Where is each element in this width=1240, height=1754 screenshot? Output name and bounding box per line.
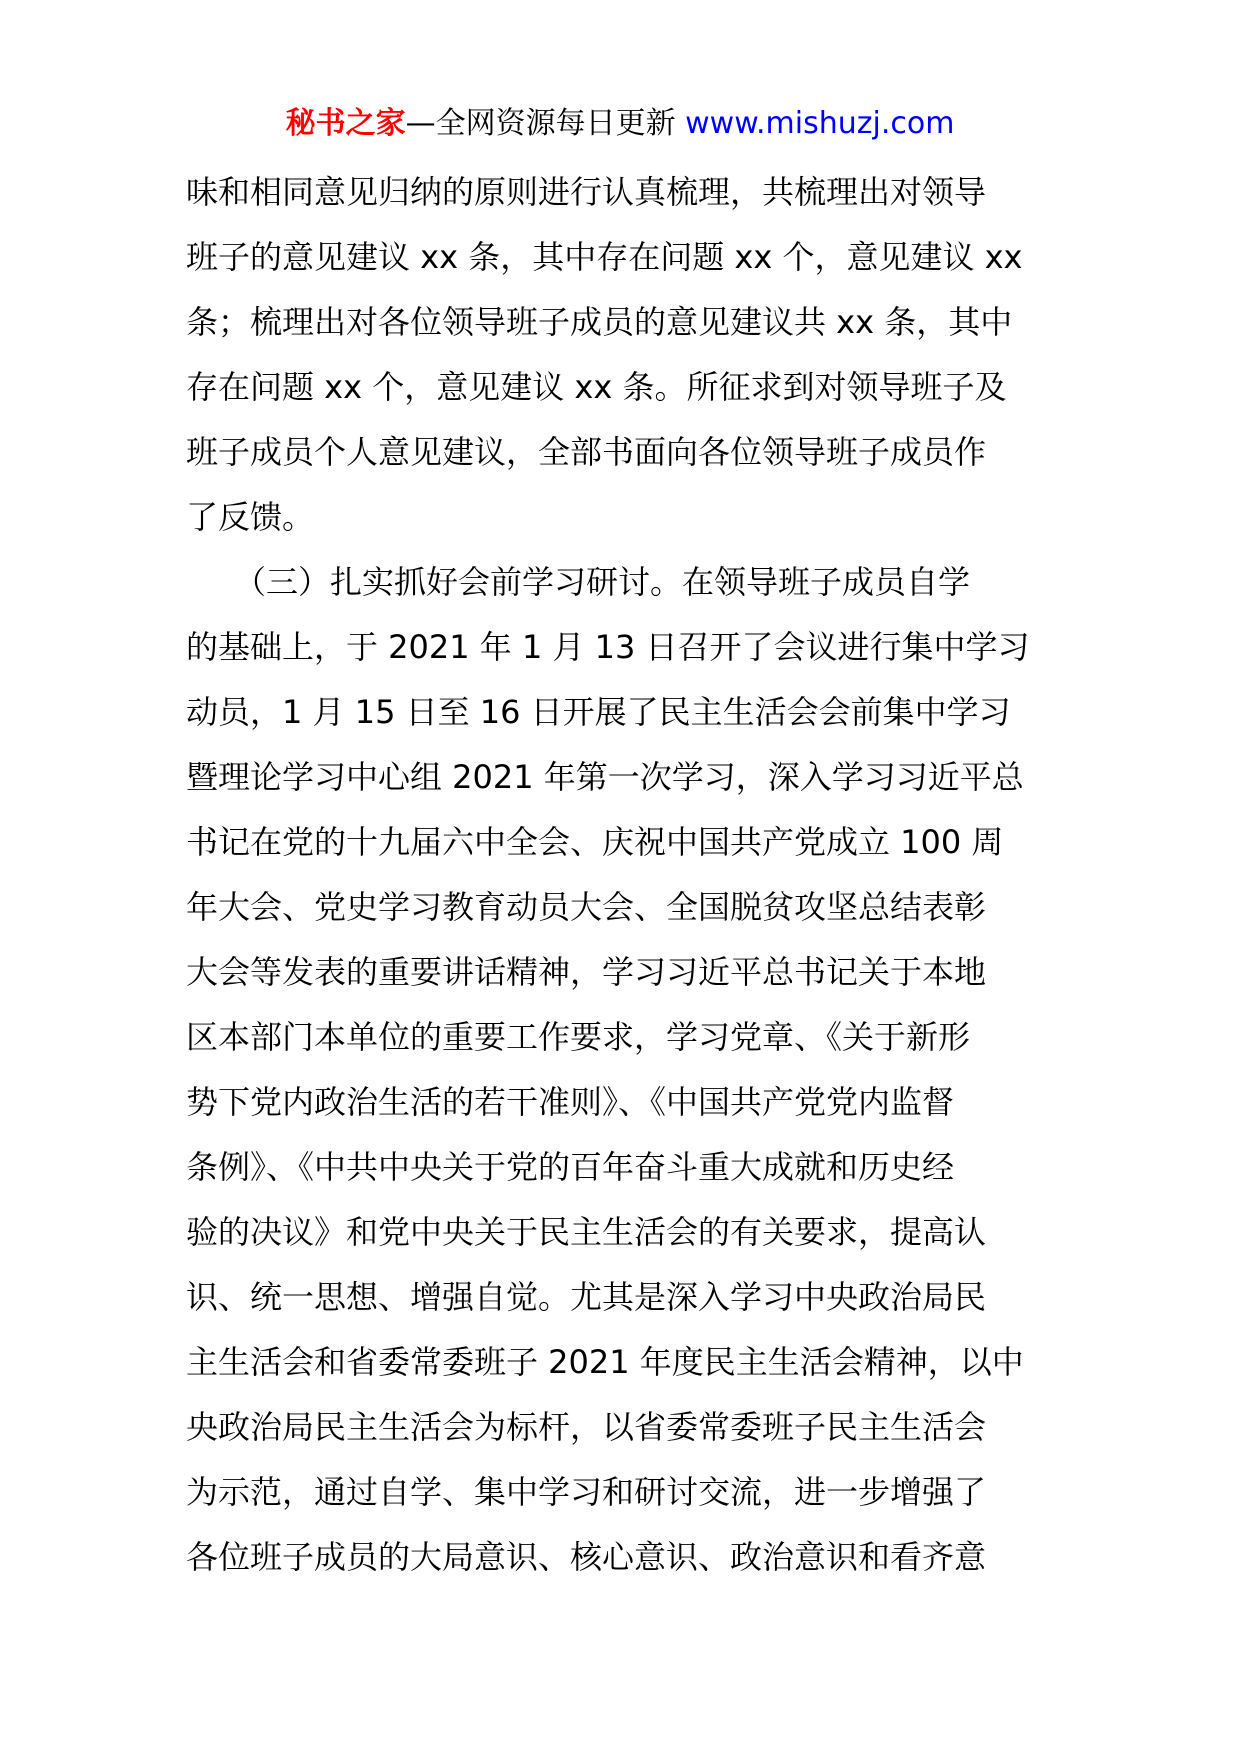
body-line: 味和相同意见归纳的原则进行认真梳理，共梳理出对领导 [186, 173, 987, 211]
body-line: 识、统一思想、增强自觉。尤其是深入学习中央政治局民 [186, 1278, 987, 1316]
body-line: 存在问题 xx 个，意见建议 xx 条。所征求到对领导班子及 [186, 368, 1007, 406]
body-line: 大会等发表的重要讲话精神，学习习近平总书记关于本地 [186, 953, 987, 991]
document-body [186, 160, 1056, 1590]
body-line: 动员，1 月 15 日至 16 日开展了民主生活会会前集中学习 [186, 693, 1011, 731]
site-brand: 秘书之家 [285, 106, 406, 141]
body-line: 为示范，通过自学、集中学习和研讨交流，进一步增强了 [186, 1473, 987, 1511]
body-line: 央政治局民主生活会为标杆，以省委常委班子民主生活会 [186, 1408, 987, 1446]
site-tagline: —全网资源每日更新 [405, 106, 686, 141]
body-line: 条例》、《中共中央关于党的百年奋斗重大成就和历史经 [186, 1148, 955, 1186]
body-line: 暨理论学习中心组 2021 年第一次学习，深入学习习近平总 [186, 758, 1024, 796]
body-line: 的基础上，于 2021 年 1 月 13 日召开了会议进行集中学习 [186, 628, 1030, 666]
body-line: 班子的意见建议 xx 条，其中存在问题 xx 个，意见建议 xx [186, 238, 1023, 276]
body-line: 书记在党的十九届六中全会、庆祝中国共产党成立 100 周 [186, 823, 1004, 861]
body-line: 了反馈。 [186, 498, 315, 536]
body-line: 主生活会和省委常委班子 2021 年度民主生活会精神，以中 [186, 1343, 1024, 1381]
body-line: 各位班子成员的大局意识、核心意识、政治意识和看齐意 [186, 1538, 987, 1576]
body-line: 验的决议》和党中央关于民主生活会的有关要求，提高认 [186, 1213, 987, 1251]
site-url-link[interactable]: www.mishuzj.com [685, 106, 955, 141]
body-line: 年大会、党史学习教育动员大会、全国脱贫攻坚总结表彰 [186, 888, 987, 926]
body-line: 条；梳理出对各位领导班子成员的意见建议共 xx 条，其中 [186, 303, 1013, 341]
body-line: 班子成员个人意见建议，全部书面向各位领导班子成员作 [186, 433, 987, 471]
body-line: 区本部门本单位的重要工作要求，学习党章、《关于新形 [186, 1018, 971, 1056]
body-line: 势下党内政治生活的若干准则》、《中国共产党党内监督 [186, 1083, 955, 1121]
page-header [0, 100, 1240, 148]
section-heading-line: （三）扎实抓好会前学习研讨。在领导班子成员自学 [186, 563, 971, 601]
